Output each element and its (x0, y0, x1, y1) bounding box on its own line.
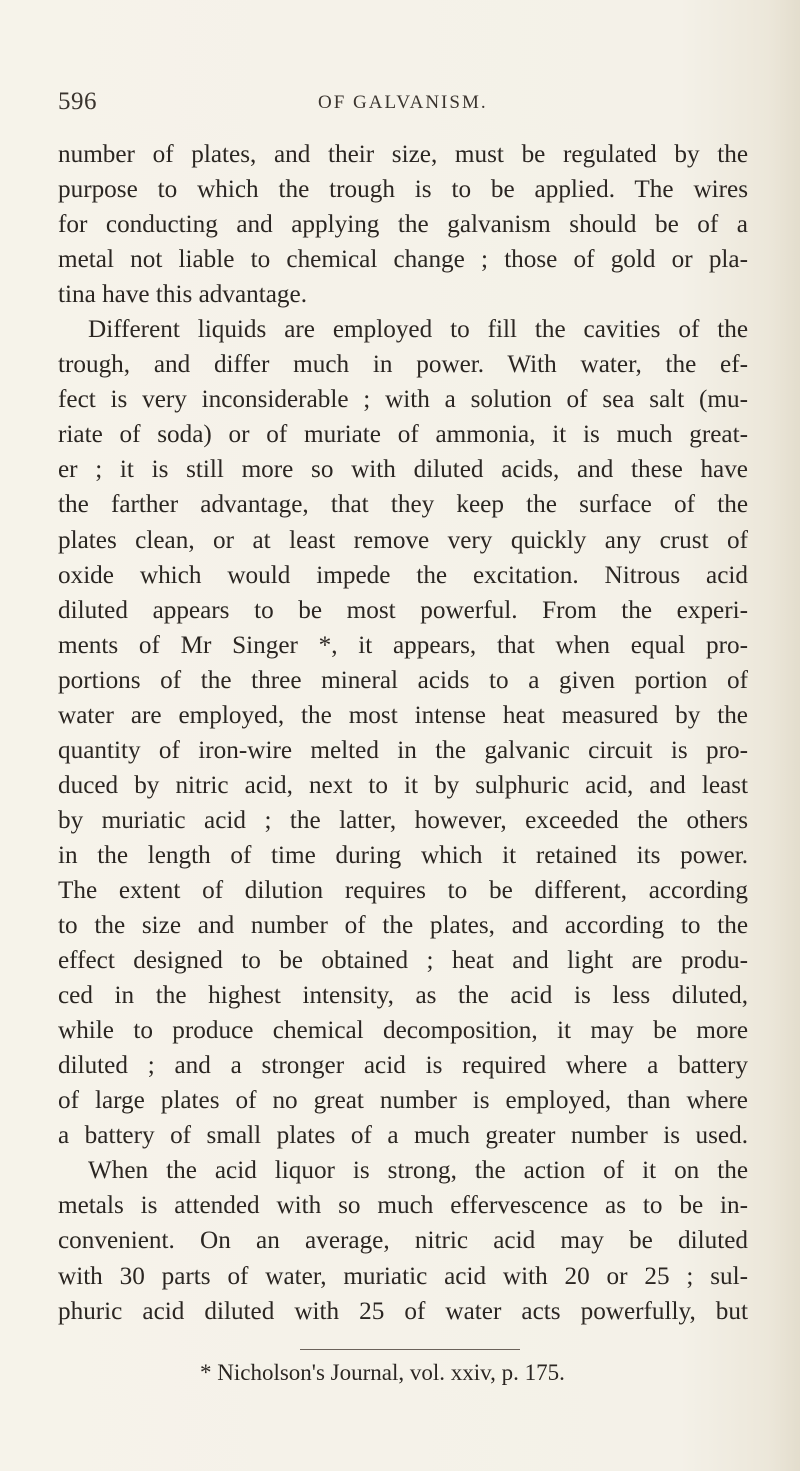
text-line: a battery of small plates of a much greater number is used. (58, 1122, 748, 1150)
text-line: trough, and differ much in power. With water, the ef- (58, 351, 748, 379)
text-line: portions of the three mineral acids to a given portion of (58, 666, 748, 694)
text-line: effect designed to be obtained ; heat and light are produ- (58, 947, 748, 975)
footnote-rule (300, 1349, 520, 1350)
text-line: in the length of time during which it retained its power. (58, 841, 748, 869)
running-head: OF GALVANISM. (318, 92, 488, 113)
text-line: When the acid liquor is strong, the action of it on the (88, 1157, 748, 1185)
text-line: water are employed, the most intense heat measured by the (58, 701, 748, 729)
text-line: ced in the highest intensity, as the acid is less diluted, (58, 982, 748, 1010)
text-line: The extent of dilution requires to be different, according (58, 876, 748, 904)
text-line: with 30 parts of water, muriatic acid with 20 or 25 ; sul- (58, 1262, 748, 1290)
text-line: metals is attended with so much effervescence as to be in- (58, 1192, 748, 1220)
text-line: fect is very inconsiderable ; with a solution of sea salt (mu- (58, 386, 748, 414)
text-line: diluted ; and a stronger acid is required where a battery (58, 1052, 748, 1080)
page-number: 596 (58, 88, 97, 115)
text-line: to the size and number of the plates, and according to the (58, 912, 748, 940)
text-line: er ; it is still more so with diluted acids, and these have (58, 456, 748, 484)
body-text (58, 137, 748, 1329)
text-line: phuric acid diluted with 25 of water acts powerfully, but (58, 1297, 748, 1325)
text-line: purpose to which the trough is to be applied. The wires (58, 176, 748, 204)
text-line: quantity of iron-wire melted in the galvanic circuit is pro- (58, 736, 748, 764)
text-line: the farther advantage, that they keep the surface of the (58, 491, 748, 519)
text-line: metal not liable to chemical change ; those of gold or pla- (58, 246, 748, 274)
text-line: number of plates, and their size, must be regulated by the (58, 141, 748, 168)
text-line: oxide which would impede the excitation. Nitrous acid (58, 561, 748, 589)
text-line: by muriatic acid ; the latter, however, exceeded the others (58, 806, 748, 834)
text-line: Different liquids are employed to fill the cavities of the (88, 316, 748, 344)
text-line: for conducting and applying the galvanism should be of a (58, 211, 748, 239)
text-line: riate of soda) or of muriate of ammonia, it is much great- (58, 421, 748, 449)
text-line: convenient. On an average, nitric acid may be diluted (58, 1227, 748, 1255)
text-line: tina have this advantage. (58, 281, 307, 309)
text-line: ments of Mr Singer *, it appears, that when equal pro- (58, 631, 748, 659)
text-line: plates clean, or at least remove very quickly any crust of (58, 526, 748, 554)
footnote: * Nicholson's Journal, vol. xxiv, p. 175. (200, 1360, 565, 1385)
text-line: duced by nitric acid, next to it by sulphuric acid, and least (58, 771, 748, 799)
page-header (58, 88, 748, 128)
text-line: while to produce chemical decomposition, it may be more (58, 1017, 748, 1045)
text-line: diluted appears to be most powerful. From the experi- (58, 596, 748, 624)
text-line: of large plates of no great number is employed, than where (58, 1087, 748, 1115)
